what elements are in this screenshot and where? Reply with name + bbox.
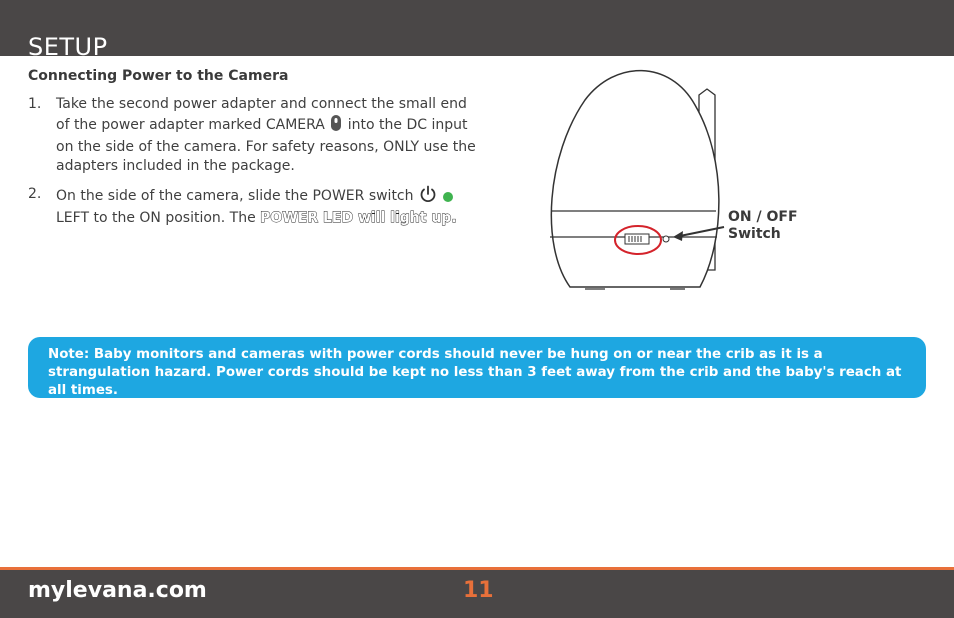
- note-box: [28, 337, 926, 398]
- camera-illustration: [545, 65, 725, 299]
- step-number: 2.: [28, 186, 42, 202]
- step-text-cont: into the DC input on the side of the camera. For safety reasons, ONLY use the adapters included in the package.: [56, 117, 476, 174]
- section-heading: Connecting Power to the Camera: [28, 68, 289, 84]
- switch-label-line2: Switch: [728, 226, 781, 242]
- power-led-highlight: POWER LED will light up.: [260, 210, 457, 226]
- steps-list: [28, 95, 478, 237]
- page-title: SETUP: [28, 33, 108, 61]
- step-2: [28, 185, 478, 228]
- switch-label-line1: ON / OFF: [728, 209, 798, 225]
- header-bar: [0, 0, 954, 56]
- step-number: 1.: [28, 96, 42, 112]
- note-text: Note: Baby monitors and cameras with power cords should never be hung on or near the crib as it is a strangulation hazard. Power cords should be kept no less than 3 feet away from the crib and the baby's reach at all times.: [48, 347, 902, 398]
- power-icon: [418, 185, 438, 209]
- switch-label: [728, 209, 798, 243]
- step-text: Take the second power adapter and connect the small end of the power adapter marked CAMERA: [56, 96, 467, 133]
- page-number: 11: [463, 578, 494, 603]
- step-1: [28, 95, 478, 176]
- camera-adapter-icon: [329, 114, 343, 138]
- step-text-cont: LEFT to the ON position. The: [56, 210, 261, 226]
- green-led-dot: [442, 190, 454, 209]
- step-text: On the side of the camera, slide the POWER switch: [56, 188, 414, 204]
- footer-site-link[interactable]: mylevana.com: [28, 578, 207, 603]
